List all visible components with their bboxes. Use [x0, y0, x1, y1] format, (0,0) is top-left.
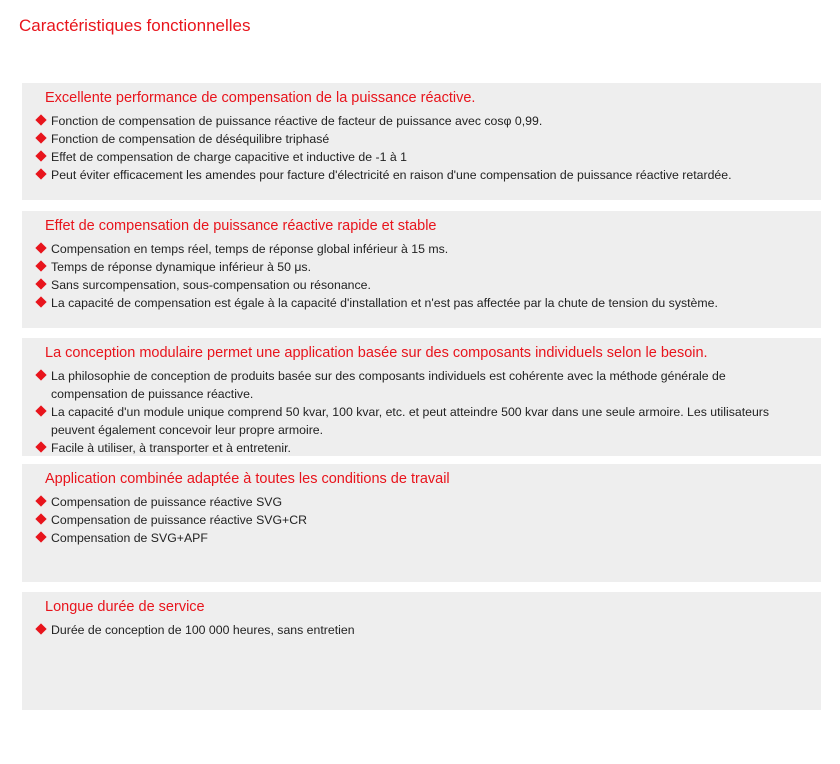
- feature-card-long-service-life: [22, 592, 821, 710]
- red-diamond-bullet-icon: [35, 441, 46, 452]
- list-item: Compensation en temps réel, temps de réponse global inférieur à 15 ms.: [36, 240, 781, 258]
- section-heading: Application combinée adaptée à toutes les conditions de travail: [45, 471, 450, 487]
- list-item: Compensation de puissance réactive SVG+CR: [36, 511, 781, 529]
- red-diamond-bullet-icon: [35, 495, 46, 506]
- feature-card-fast-stable-compensation: [22, 211, 821, 328]
- red-diamond-bullet-icon: [35, 405, 46, 416]
- feature-card-compensation-performance: [22, 83, 821, 200]
- list-item: Compensation de puissance réactive SVG: [36, 493, 781, 511]
- feature-card-combined-application: [22, 464, 821, 582]
- feature-list: [36, 240, 781, 312]
- red-diamond-bullet-icon: [35, 531, 46, 542]
- page-title: Caractéristiques fonctionnelles: [19, 16, 251, 35]
- list-item: Compensation de SVG+APF: [36, 529, 781, 547]
- list-item: Fonction de compensation de puissance réactive de facteur de puissance avec cosφ 0,99.: [36, 112, 781, 130]
- list-item: La capacité de compensation est égale à la capacité d'installation et n'est pas affectée par la chute de tension du système.: [36, 294, 781, 312]
- list-item: La philosophie de conception de produits basée sur des composants individuels est cohérente avec la méthode générale de compensation de puissance réactive.: [36, 367, 781, 403]
- list-item: Facile à utiliser, à transporter et à entretenir.: [36, 439, 781, 457]
- list-item: Peut éviter efficacement les amendes pour facture d'électricité en raison d'une compensation de puissance réactive retardée.: [36, 166, 781, 184]
- red-diamond-bullet-icon: [35, 242, 46, 253]
- feature-list: [36, 112, 781, 184]
- list-item: Sans surcompensation, sous-compensation ou résonance.: [36, 276, 781, 294]
- red-diamond-bullet-icon: [35, 369, 46, 380]
- list-item: Temps de réponse dynamique inférieur à 50 μs.: [36, 258, 781, 276]
- red-diamond-bullet-icon: [35, 260, 46, 271]
- red-diamond-bullet-icon: [35, 296, 46, 307]
- feature-list: [36, 493, 781, 547]
- feature-card-modular-design: [22, 338, 821, 456]
- list-item: Durée de conception de 100 000 heures, sans entretien: [36, 621, 781, 639]
- list-item: La capacité d'un module unique comprend 50 kvar, 100 kvar, etc. et peut atteindre 500 kvar dans une seule armoire. Les utilisateurs peuvent également concevoir leur propre armoire.: [36, 403, 781, 439]
- red-diamond-bullet-icon: [35, 114, 46, 125]
- section-heading: Longue durée de service: [45, 599, 205, 615]
- section-heading: Excellente performance de compensation de la puissance réactive.: [45, 90, 476, 106]
- feature-list: [36, 367, 781, 457]
- list-item: Effet de compensation de charge capacitive et inductive de -1 à 1: [36, 148, 781, 166]
- red-diamond-bullet-icon: [35, 513, 46, 524]
- red-diamond-bullet-icon: [35, 278, 46, 289]
- feature-list: [36, 621, 781, 639]
- list-item: Fonction de compensation de déséquilibre triphasé: [36, 130, 781, 148]
- red-diamond-bullet-icon: [35, 150, 46, 161]
- section-heading: La conception modulaire permet une application basée sur des composants individuels selon le besoin.: [45, 345, 708, 361]
- red-diamond-bullet-icon: [35, 623, 46, 634]
- red-diamond-bullet-icon: [35, 132, 46, 143]
- red-diamond-bullet-icon: [35, 168, 46, 179]
- section-heading: Effet de compensation de puissance réactive rapide et stable: [45, 218, 437, 234]
